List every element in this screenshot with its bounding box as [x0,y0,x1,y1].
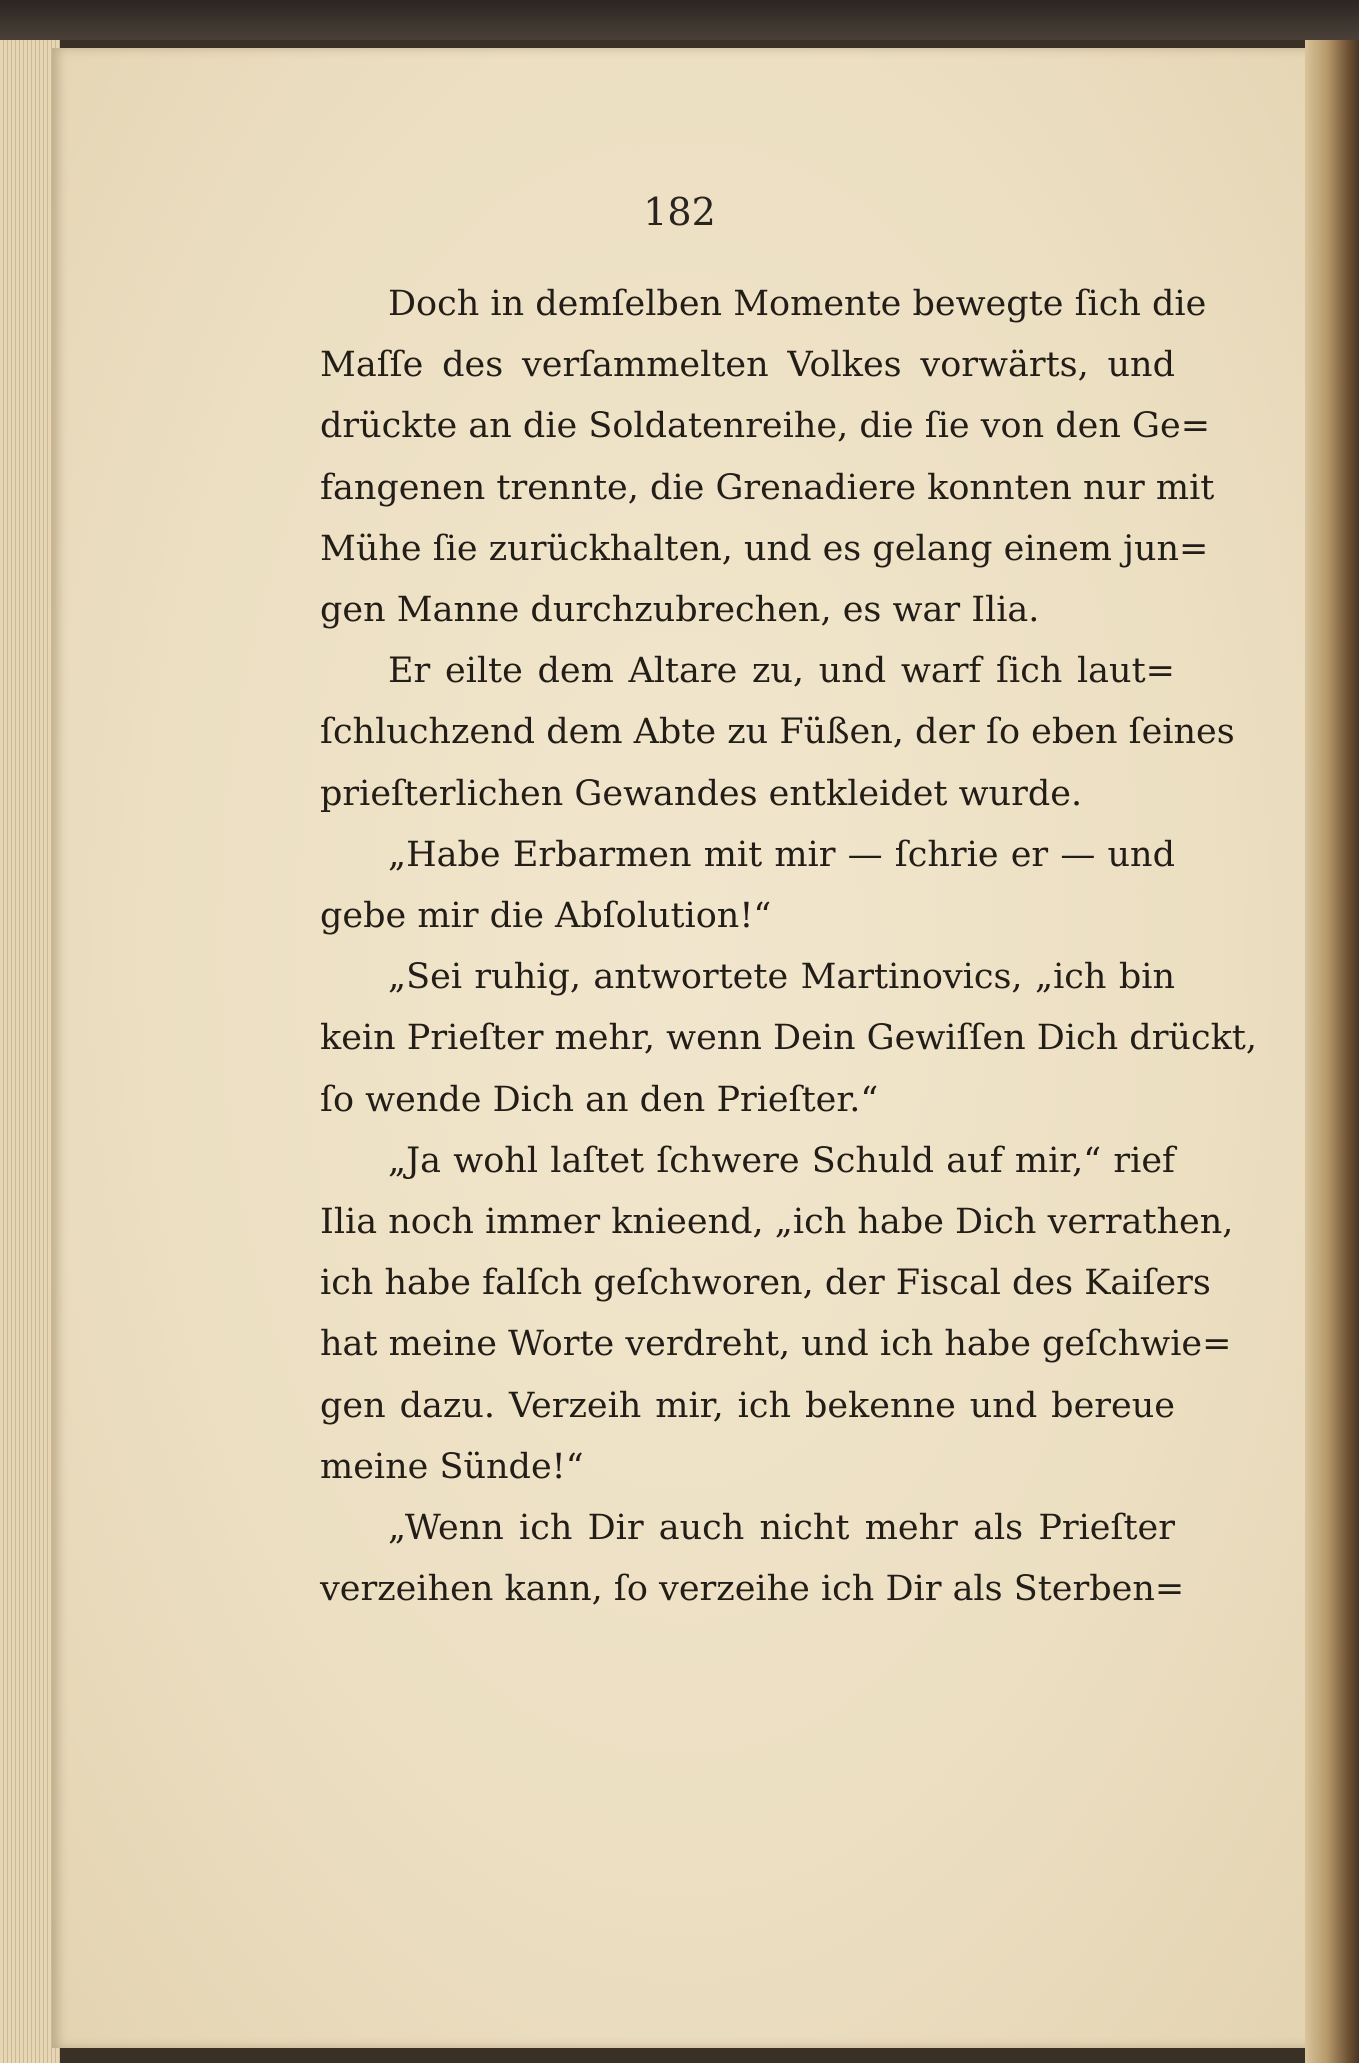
text-line: Maſſe des verſammelten Volkes vorwärts, und [320,345,1175,386]
text-line: Mühe ſie zurückhalten, und es gelang einem jun= [320,528,1209,569]
scan-top-edge [0,0,1359,40]
page-number: 182 [643,190,716,234]
text-line: fangenen trennte, die Grenadiere konnten nur mit [320,467,1215,508]
text-line: gebe mir die Abſolution!“ [320,896,772,936]
text-line: „Ja wohl laſtet ſchwere Schuld auf mir,“ rief [388,1140,1175,1181]
book-right-edge [1305,40,1359,2063]
text-line: Doch in demſelben Momente bewegte ſich die [388,284,1207,324]
text-line: „Wenn ich Dir auch nicht mehr als Prieſter [388,1508,1175,1548]
text-line: „Habe Erbarmen mit mir — ſchrie er — und [388,834,1175,875]
page-stack-left [0,40,60,2063]
text-line: ſo wende Dich an den Prieſter.“ [320,1079,879,1120]
text-line: kein Prieſter mehr, wenn Dein Gewiſſen Dich drückt, [320,1018,1257,1059]
text-line: „Sei ruhig, antwortete Martinovics, „ich bin [388,957,1175,998]
text-line: drückte an die Soldatenreihe, die ſie von den Ge= [320,406,1211,447]
text-line: prieſterlichen Gewandes entkleidet wurde. [320,773,1083,814]
text-line: gen dazu. Verzeih mir, ich bekenne und bereue [320,1385,1175,1426]
text-line: meine Sünde!“ [320,1446,584,1487]
text-line: ich habe falſch geſchworen, der Fiscal des Kaiſers [320,1263,1211,1304]
text-line: verzeihen kann, ſo verzeihe ich Dir als Sterben= [320,1569,1185,1610]
text-line: Er eilte dem Altare zu, und warf ſich laut= [388,651,1175,692]
text-line: Ilia noch immer knieend, „ich habe Dich verrathen, [320,1202,1234,1242]
text-line: gen Manne durchzubrechen, es war Ilia. [320,590,1040,630]
text-line: ſchluchzend dem Abte zu Füßen, der ſo eben ſeines [320,712,1235,753]
text-line: hat meine Worte verdreht, und ich habe geſchwie= [320,1324,1232,1365]
